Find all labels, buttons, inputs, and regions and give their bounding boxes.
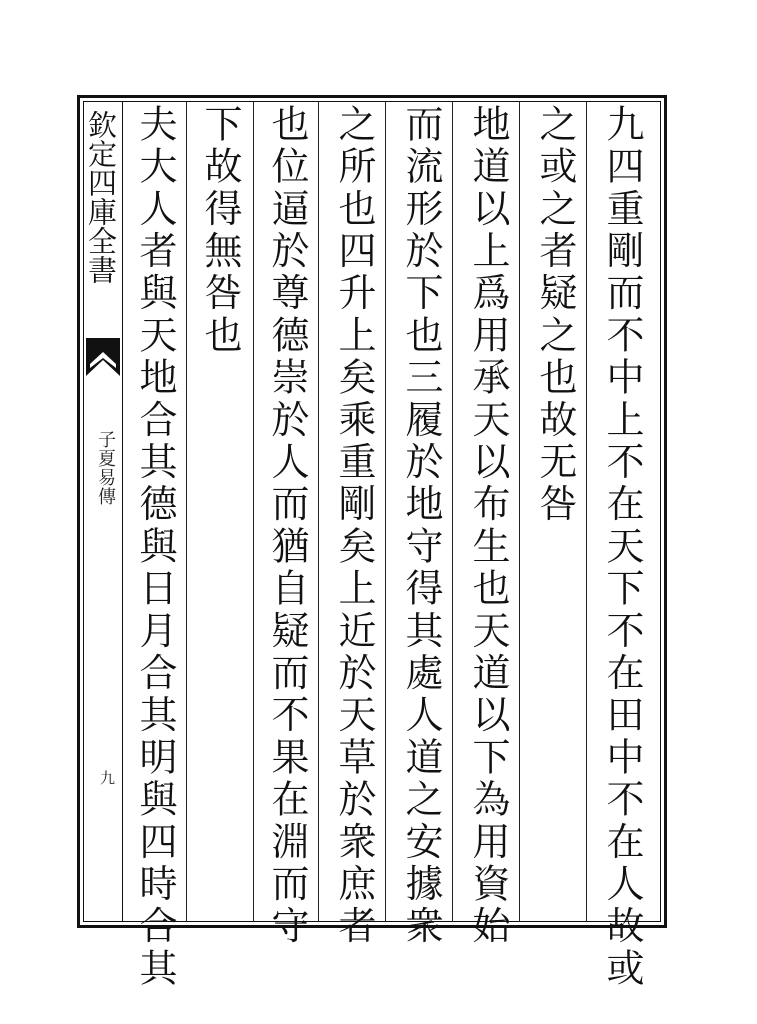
page-number: 九	[98, 770, 116, 785]
text-column-7: 下故得無咎也	[198, 104, 242, 358]
column-rule	[253, 101, 254, 922]
text-column-1: 九四重剛而不中上不在天下不在田中不在人故或	[600, 104, 644, 991]
column-rule	[519, 101, 520, 922]
text-column-4: 而流形於下也三履於地守得其處人道之安據衆	[399, 104, 443, 948]
text-column-3: 地道以上爲用承天以布生也天道以下為用資始	[466, 104, 510, 948]
column-rule	[186, 101, 187, 922]
column-rule	[586, 101, 587, 922]
column-rule	[318, 101, 319, 922]
collection-title: 欽定四庫全書	[84, 110, 118, 284]
text-column-5: 之所也四升上矣乘重剛矣上近於天草於衆庶者	[332, 104, 376, 948]
text-column-2: 之或之者疑之也故无咎	[533, 104, 577, 526]
book-title: 子夏易傳	[95, 430, 116, 506]
column-rule	[452, 101, 453, 922]
column-rule	[385, 101, 386, 922]
banxin-divider	[122, 101, 123, 922]
fishtail-mark	[86, 338, 120, 376]
text-column-6: 也位逼於尊德崇於人而猶自疑而不果在淵而守	[265, 104, 309, 948]
text-column-8: 夫大人者與天地合其德與日月合其明與四時合其	[133, 104, 177, 991]
